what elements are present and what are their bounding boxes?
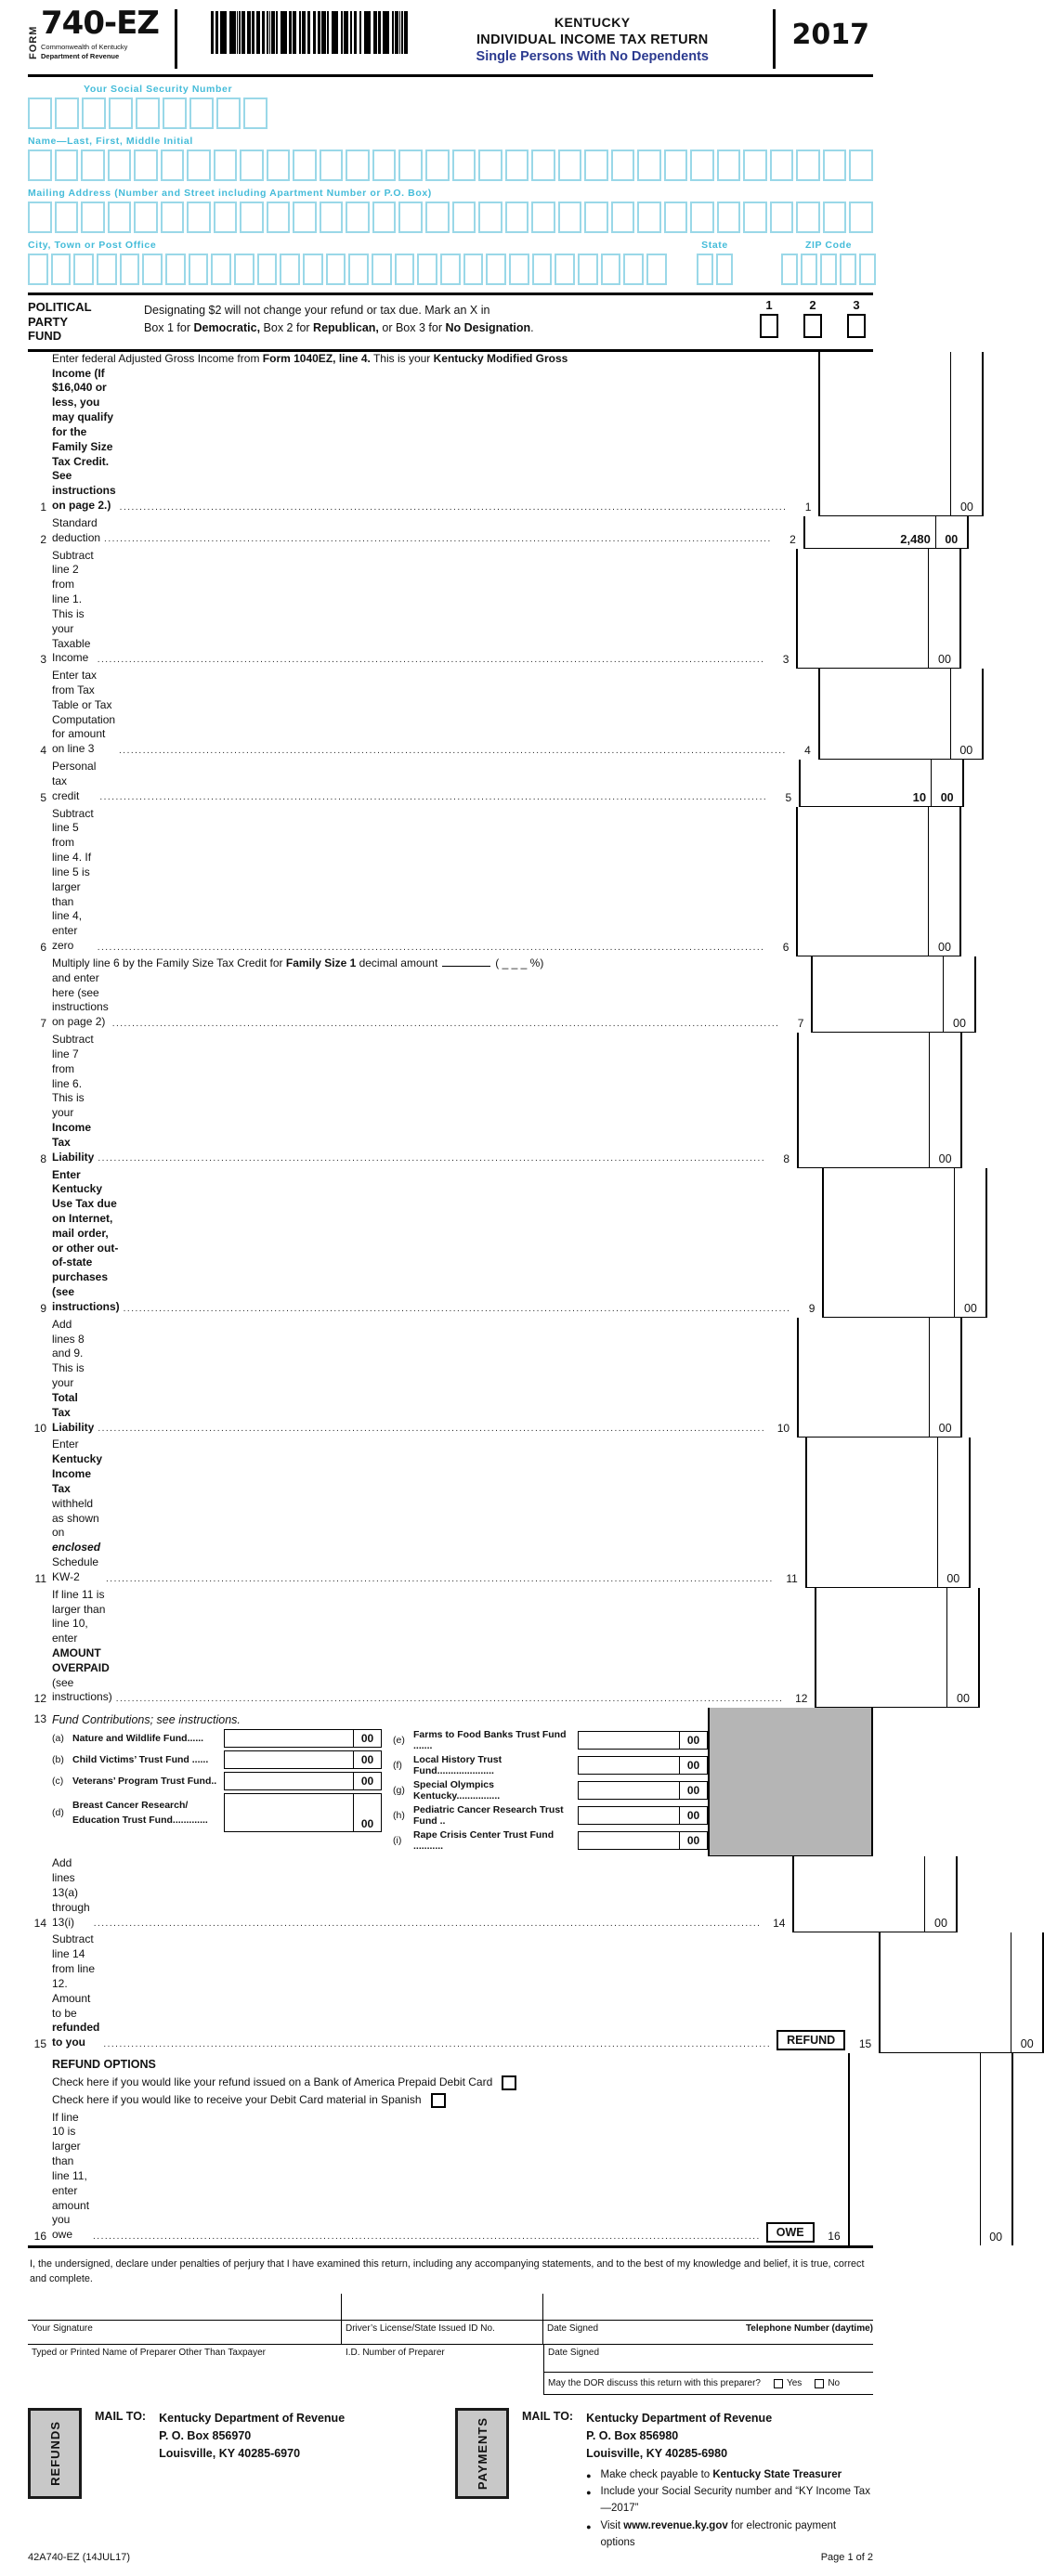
- fund-item-e: (e) Farms to Food Banks Trust Fund ....... 00: [393, 1729, 708, 1751]
- form-line-11: 11 Enter Kentucky Income Tax withheld as shown on enclosed Schedule KW-2 ..... 11 00: [28, 1438, 873, 1587]
- char-box[interactable]: [555, 254, 575, 285]
- char-box[interactable]: [55, 150, 79, 181]
- fund-e-amount-box[interactable]: 00: [578, 1731, 708, 1750]
- char-box[interactable]: [578, 254, 598, 285]
- char-box[interactable]: [637, 202, 661, 233]
- char-box[interactable]: [743, 202, 767, 233]
- form-line-14: 14 Add lines 13(a) through 13(i) ..... 14 00: [28, 1856, 873, 1932]
- char-box[interactable]: [214, 202, 238, 233]
- char-box[interactable]: [697, 254, 713, 285]
- fund-item-b: (b) Child Victims’ Trust Fund ...... 00: [52, 1750, 382, 1769]
- char-box[interactable]: [320, 202, 344, 233]
- char-box[interactable]: [28, 202, 52, 233]
- title-subtitle: Single Persons With No Dependents: [476, 48, 709, 64]
- no-designation-checkbox[interactable]: [847, 314, 866, 338]
- char-box[interactable]: [646, 254, 667, 285]
- fund-h-amount-box[interactable]: 00: [578, 1806, 708, 1825]
- fund-item-a: (a) Nature and Wildlife Fund...... 00: [52, 1729, 382, 1748]
- address-field: [28, 181, 873, 233]
- state-label: State: [701, 240, 728, 251]
- char-box[interactable]: [463, 254, 484, 285]
- char-box[interactable]: [637, 150, 661, 181]
- refund-tag: REFUND: [776, 2030, 845, 2051]
- char-box[interactable]: [320, 150, 344, 181]
- char-box[interactable]: [267, 150, 291, 181]
- signature-write-area: [28, 2294, 873, 2320]
- dor-yes-label: Yes: [786, 2378, 803, 2389]
- char-box[interactable]: [417, 254, 437, 285]
- political-party-fund-text: Designating $2 will not change your refund or tax due. Mark an X in Box 1 for Democratic, Box 2 for Republican, or Box 3 for No Designation.: [144, 304, 534, 335]
- char-box[interactable]: [346, 150, 370, 181]
- form-revision-code: 42A740-EZ (14JUL17): [28, 2551, 131, 2563]
- char-box[interactable]: [509, 254, 529, 285]
- form-line-3: 3 Subtract line 2 from line 1. This is your Taxable Income ..... 3 00: [28, 549, 873, 670]
- signature-section: [28, 2294, 873, 2395]
- shaded-area: [708, 1708, 873, 1856]
- line-3-cents: 00: [928, 549, 961, 670]
- line-6-amount[interactable]: [796, 807, 928, 956]
- fund-item-i: (i) Rape Crisis Center Trust Fund ........... 00: [393, 1829, 708, 1852]
- form-id-block: [28, 7, 167, 61]
- fund-item-g: (g) Special Olympics Kentucky................ 00: [393, 1779, 708, 1802]
- address-input[interactable]: [28, 202, 873, 233]
- form-number: 740-EZ: [41, 5, 159, 42]
- char-box[interactable]: [770, 202, 794, 233]
- page-number: Page 1 of 2: [820, 2551, 873, 2563]
- bullet-icon: ●: [586, 2521, 592, 2531]
- char-box[interactable]: [303, 254, 323, 285]
- char-box[interactable]: [801, 254, 817, 285]
- char-box[interactable]: [781, 254, 798, 285]
- political-party-fund-section: [28, 293, 873, 349]
- char-box[interactable]: [240, 202, 264, 233]
- fund-item-c: (c) Veterans’ Program Trust Fund.. 00: [52, 1772, 382, 1790]
- char-box[interactable]: [189, 98, 214, 129]
- city-field: [28, 233, 667, 285]
- char-box[interactable]: [55, 202, 79, 233]
- fund-b-amount-box[interactable]: 00: [224, 1750, 382, 1769]
- form-line-8: 8 Subtract line 7 from line 6. This is your Income Tax Liability ..... 8 00: [28, 1033, 873, 1167]
- char-box[interactable]: [28, 150, 52, 181]
- dor-no-checkbox[interactable]: [815, 2379, 824, 2388]
- char-box[interactable]: [81, 202, 105, 233]
- char-box[interactable]: [257, 254, 278, 285]
- char-box[interactable]: [820, 254, 837, 285]
- spanish-material-checkbox[interactable]: [431, 2093, 446, 2108]
- line-7-cents: 00: [943, 956, 976, 1033]
- political-party-fund-heading: POLITICAL PARTY FUND: [28, 300, 92, 344]
- line-3-amount[interactable]: [796, 549, 928, 670]
- fund-item-f: (f) Local History Trust Fund..................... 00: [393, 1754, 708, 1776]
- line-11-cents: 00: [937, 1438, 971, 1587]
- fund-d-amount-box[interactable]: 00: [224, 1793, 382, 1832]
- title-state: KENTUCKY: [554, 15, 631, 30]
- your-signature-label: Your Signature: [28, 2321, 342, 2344]
- ssn-label: Your Social Security Number: [84, 84, 233, 95]
- payments-instructions: ● Make check payable to Kentucky State Treasurer ● Include your Social Security number and “KY Income Tax—2017” ● Visit www.revenue.ky.gov for electronic payment options: [586, 2466, 873, 2552]
- city-label: City, Town or Post Office: [28, 240, 157, 251]
- fund-c-amount-box[interactable]: 00: [224, 1772, 382, 1790]
- line-14-amount[interactable]: [792, 1856, 924, 1932]
- line-14-cents: 00: [924, 1856, 958, 1932]
- char-box[interactable]: [849, 150, 873, 181]
- char-box[interactable]: [717, 202, 741, 233]
- line-6-cents: 00: [928, 807, 961, 956]
- line-8-cents: 00: [929, 1033, 962, 1167]
- char-box[interactable]: [531, 150, 555, 181]
- city-input[interactable]: [28, 254, 667, 285]
- city-state-zip-row: [28, 233, 873, 285]
- form-header: [28, 7, 873, 77]
- char-box[interactable]: [840, 254, 856, 285]
- char-box[interactable]: [796, 202, 820, 233]
- zip-field: [781, 233, 876, 285]
- form-line-4: 4 Enter tax from Tax Table or Tax Computation for amount on line 3 ..... 4 00: [28, 669, 873, 760]
- char-box[interactable]: [109, 98, 133, 129]
- political-party-boxes: [760, 298, 866, 344]
- char-box[interactable]: [823, 202, 847, 233]
- char-box[interactable]: [486, 254, 506, 285]
- form-line-12: 12 If line 11 is larger than line 10, enter AMOUNT OVERPAID (see instructions) ..... 12 00: [28, 1588, 873, 1709]
- preparer-id-label: I.D. Number of Preparer: [346, 2348, 445, 2359]
- char-box[interactable]: [398, 202, 423, 233]
- char-box[interactable]: [163, 98, 187, 129]
- fund-column-left: [52, 1729, 382, 1854]
- char-box[interactable]: [28, 254, 48, 285]
- refund-option-debit-card-label: Check here if you would like your refund issued on a Bank of America Prepaid Debit Card: [52, 2075, 493, 2088]
- header-divider: [175, 9, 177, 69]
- form-line-2: 2 Standard deduction ..... 2 2,480 00: [28, 516, 873, 549]
- owe-tag: OWE: [766, 2222, 815, 2244]
- char-box[interactable]: [452, 150, 476, 181]
- payments-mailto-label: MAIL TO:: [522, 2410, 574, 2424]
- refund-options-and-line-16: 16 REFUND OPTIONS Check here if you would like your refund issued on a Bank of America Prepaid Debit Card Check here if you would like to receive your Debit Card material in Spanish If line 10 is larger than line 11, enter amount you owe ..... OWE 16 00: [28, 2053, 873, 2245]
- char-box[interactable]: [823, 150, 847, 181]
- char-box[interactable]: [97, 254, 117, 285]
- dot-leader: [120, 501, 788, 514]
- char-box[interactable]: [531, 202, 555, 233]
- char-box[interactable]: [664, 150, 688, 181]
- fund-item-h: (h) Pediatric Cancer Research Trust Fund .. 00: [393, 1804, 708, 1827]
- char-box[interactable]: [623, 254, 644, 285]
- name-label: Name—Last, First, Middle Initial: [28, 136, 193, 147]
- year-divider: [773, 9, 776, 69]
- char-box[interactable]: [796, 150, 820, 181]
- char-box[interactable]: [55, 98, 79, 129]
- char-box[interactable]: [293, 202, 317, 233]
- tax-lines-section: [28, 349, 1034, 2248]
- char-box[interactable]: [211, 254, 231, 285]
- form-line-6: 6 Subtract line 5 from line 4. If line 5 is larger than line 4, enter zero ..... 6 00: [28, 807, 873, 956]
- refunds-address: Kentucky Department of Revenue P. O. Box 856970 Louisville, KY 40285-6970: [159, 2412, 346, 2460]
- char-box[interactable]: [452, 202, 476, 233]
- state-input[interactable]: [697, 254, 733, 285]
- dor-discuss-question: May the DOR discuss this return with this preparer?: [548, 2378, 761, 2389]
- refunds-mail-block: [28, 2408, 455, 2551]
- char-box[interactable]: [142, 254, 163, 285]
- char-box[interactable]: [216, 98, 241, 129]
- refund-options-heading: REFUND OPTIONS: [52, 2058, 156, 2072]
- char-box[interactable]: [240, 150, 264, 181]
- char-box[interactable]: [134, 150, 158, 181]
- char-box[interactable]: [73, 254, 94, 285]
- char-box[interactable]: [425, 202, 450, 233]
- no-designation-box-label: 3: [853, 298, 860, 312]
- char-box[interactable]: [440, 254, 461, 285]
- line-5-amount[interactable]: 10: [799, 760, 931, 806]
- char-box[interactable]: [611, 202, 635, 233]
- char-box[interactable]: [187, 202, 211, 233]
- payments-mail-block: [455, 2408, 873, 2551]
- char-box[interactable]: [664, 202, 688, 233]
- republican-checkbox[interactable]: [803, 314, 822, 338]
- form-line-15: 15 Subtract line 14 from line 12. Amount to be refunded to you ..... REFUND 15 00: [28, 1932, 873, 2053]
- line-2-amount[interactable]: 2,480: [803, 516, 935, 549]
- line-15-amount[interactable]: [879, 1932, 1011, 2053]
- char-box[interactable]: [28, 98, 52, 129]
- char-box[interactable]: [165, 254, 186, 285]
- form-line-1: 1 Enter federal Adjusted Gross Income from Form 1040EZ, line 4. This is your Kentucky Modified Gross Income (If $16,040 or less, you may qualify for the Family Size Tax Credit. See instructions on page 2.) ..... 1 00: [28, 352, 873, 516]
- char-box[interactable]: [81, 150, 105, 181]
- char-box[interactable]: [859, 254, 876, 285]
- char-box[interactable]: [690, 202, 714, 233]
- char-box[interactable]: [532, 254, 553, 285]
- char-box[interactable]: [717, 150, 741, 181]
- line-12-amount[interactable]: [815, 1588, 946, 1709]
- drivers-license-label: Driver’s License/State Issued ID No.: [342, 2321, 543, 2344]
- fund-a-amount-box[interactable]: 00: [224, 1729, 382, 1748]
- line-7-amount[interactable]: [811, 956, 943, 1033]
- char-box[interactable]: [82, 98, 106, 129]
- preparer-date-signed-label: Date Signed: [543, 2345, 873, 2372]
- ssn-input[interactable]: [28, 98, 873, 129]
- agency-line2: Department of Revenue: [41, 51, 120, 60]
- line-16-cents: 00: [980, 2053, 1013, 2245]
- char-box[interactable]: [51, 254, 72, 285]
- char-box[interactable]: [108, 202, 132, 233]
- form-line-7: 7 Multiply line 6 by the Family Size Tax Credit for Family Size 1 decimal amount ( _ _ _ %) and enter here (see instructions on page 2) ..... 7 00: [28, 956, 873, 1033]
- form-title: [420, 15, 765, 65]
- char-box[interactable]: [770, 150, 794, 181]
- democratic-checkbox[interactable]: [760, 314, 778, 338]
- zip-input[interactable]: [781, 254, 876, 285]
- name-input[interactable]: [28, 150, 873, 181]
- refund-option-spanish-label: Check here if you would like to receive your Debit Card material in Spanish: [52, 2092, 422, 2106]
- char-box[interactable]: [558, 202, 582, 233]
- char-box[interactable]: [743, 150, 767, 181]
- char-box[interactable]: [293, 150, 317, 181]
- line-11-amount[interactable]: [805, 1438, 937, 1587]
- name-field: [28, 129, 873, 181]
- char-box[interactable]: [214, 150, 238, 181]
- republican-box-label: 2: [809, 298, 816, 312]
- fund-g-amount-box[interactable]: 00: [578, 1781, 708, 1800]
- bullet-icon: ●: [586, 2487, 592, 2497]
- ssn-field: [28, 77, 873, 129]
- dor-no-label: No: [828, 2378, 841, 2389]
- form-line-9: 9 Enter Kentucky Use Tax due on Internet, mail order, or other out-of-state purchases (see instructions) ..... 9 00: [28, 1168, 873, 1318]
- char-box[interactable]: [558, 150, 582, 181]
- line-8-amount[interactable]: [797, 1033, 929, 1167]
- barcode: [211, 11, 411, 54]
- drivers-license-area[interactable]: [342, 2294, 543, 2320]
- form-line-13-fund-contributions: 13 Fund Contributions; see instructions. (a) Nature and Wildlife Fund...... 00 (b) Child Victims’ Trust Fund ...... 00 (c) Veterans’ Program Trust Fund.. 00 (d) Breast Cancer Research/ Education Trust Fund............. 00 (e) Farms to Food Banks Trust Fund ....... 00 (f) Local History Trust Fund..................... 00 (g) Special Olympics Kentucky................ 00 (h) Pediatric Cancer Research Trust Fund .. 00 (i) Rape Crisis Center Trust Fund ........... 00: [28, 1708, 873, 1856]
- char-box[interactable]: [326, 254, 346, 285]
- char-box[interactable]: [234, 254, 254, 285]
- form-word: FORM: [28, 25, 39, 59]
- zip-label: ZIP Code: [804, 240, 853, 251]
- date-telephone-area[interactable]: [543, 2294, 873, 2320]
- char-box[interactable]: [267, 202, 291, 233]
- line-10-cents: 00: [929, 1318, 962, 1438]
- char-box[interactable]: [134, 202, 158, 233]
- line-4-amount[interactable]: [818, 669, 950, 760]
- line-5-cents: 00: [931, 760, 964, 806]
- char-box[interactable]: [108, 150, 132, 181]
- char-box[interactable]: [161, 202, 185, 233]
- line-1-amount[interactable]: [818, 352, 950, 516]
- char-box[interactable]: [346, 202, 370, 233]
- line-4-cents: 00: [950, 669, 984, 760]
- tax-year: 2017: [791, 19, 869, 51]
- telephone-label: Telephone Number (daytime): [745, 2323, 873, 2335]
- char-box[interactable]: [120, 254, 140, 285]
- bullet-icon: ●: [586, 2470, 592, 2480]
- form-line-10: 10 Add lines 8 and 9. This is your Total Tax Liability ..... 10 00: [28, 1318, 873, 1438]
- char-box[interactable]: [690, 150, 714, 181]
- debit-card-checkbox[interactable]: [502, 2075, 516, 2090]
- state-field: [697, 233, 733, 285]
- democratic-box-label: 1: [765, 298, 773, 312]
- line-2-cents: 00: [935, 516, 969, 549]
- char-box[interactable]: [243, 98, 268, 129]
- char-box[interactable]: [189, 254, 209, 285]
- date-signed-label: Date Signed: [547, 2323, 599, 2335]
- address-label: Mailing Address (Number and Street including Apartment Number or P.O. Box): [28, 188, 432, 199]
- taxpayer-signature-area[interactable]: [28, 2294, 342, 2320]
- title-return: INDIVIDUAL INCOME TAX RETURN: [476, 32, 709, 47]
- perjury-declaration: I, the undersigned, declare under penalties of perjury that I have examined this return, including any accompanying statements, and to the best of my knowledge and belief, it is true, correct and complete.: [30, 2258, 865, 2284]
- char-box[interactable]: [161, 150, 185, 181]
- preparer-row: [28, 2344, 873, 2372]
- dor-yes-checkbox[interactable]: [774, 2379, 783, 2388]
- fund-i-amount-box[interactable]: 00: [578, 1831, 708, 1850]
- char-box[interactable]: [505, 202, 529, 233]
- agency-line1: Commonwealth of Kentucky: [41, 43, 128, 51]
- char-box[interactable]: [372, 150, 397, 181]
- preparer-name-label: Typed or Printed Name of Preparer Other Than Taxpayer: [32, 2348, 266, 2359]
- line-10-amount[interactable]: [797, 1318, 929, 1438]
- fund-column-right: [393, 1729, 708, 1854]
- char-box[interactable]: [280, 254, 300, 285]
- line-1-cents: 00: [950, 352, 984, 516]
- line-15-cents: 00: [1011, 1932, 1044, 2053]
- char-box[interactable]: [601, 254, 621, 285]
- fund-f-amount-box[interactable]: 00: [578, 1756, 708, 1775]
- dor-discuss-row: [28, 2372, 873, 2395]
- char-box[interactable]: [584, 150, 608, 181]
- refunds-tag-box: REFUNDS: [28, 2408, 82, 2499]
- char-box[interactable]: [425, 150, 450, 181]
- char-box[interactable]: [849, 202, 873, 233]
- line-9-amount[interactable]: [822, 1168, 954, 1318]
- refunds-mailto-label: MAIL TO:: [95, 2410, 147, 2424]
- line-12-cents: 00: [946, 1588, 980, 1709]
- char-box[interactable]: [478, 150, 502, 181]
- char-box[interactable]: [372, 254, 392, 285]
- payments-tag-box: PAYMENTS: [455, 2408, 509, 2499]
- payments-address: Kentucky Department of Revenue P. O. Box 856980 Louisville, KY 40285-6980: [586, 2412, 773, 2460]
- line-16-amount[interactable]: [848, 2053, 980, 2245]
- char-box[interactable]: [187, 150, 211, 181]
- char-box[interactable]: [478, 202, 502, 233]
- agency-lines: [41, 43, 159, 61]
- line-9-cents: 00: [954, 1168, 987, 1318]
- char-box[interactable]: [505, 150, 529, 181]
- char-box[interactable]: [716, 254, 733, 285]
- char-box[interactable]: [395, 254, 415, 285]
- fund-item-d: (d) Breast Cancer Research/ Education Trust Fund............. 00: [52, 1793, 382, 1832]
- page-footer: [28, 2552, 873, 2576]
- char-box[interactable]: [372, 202, 397, 233]
- mailing-section: [28, 2408, 873, 2551]
- signature-labels-row: [28, 2320, 873, 2344]
- char-box[interactable]: [398, 150, 423, 181]
- form-line-5: 5 Personal tax credit ..... 5 10 00: [28, 760, 873, 806]
- char-box[interactable]: [136, 98, 160, 129]
- char-box[interactable]: [348, 254, 369, 285]
- char-box[interactable]: [584, 202, 608, 233]
- char-box[interactable]: [611, 150, 635, 181]
